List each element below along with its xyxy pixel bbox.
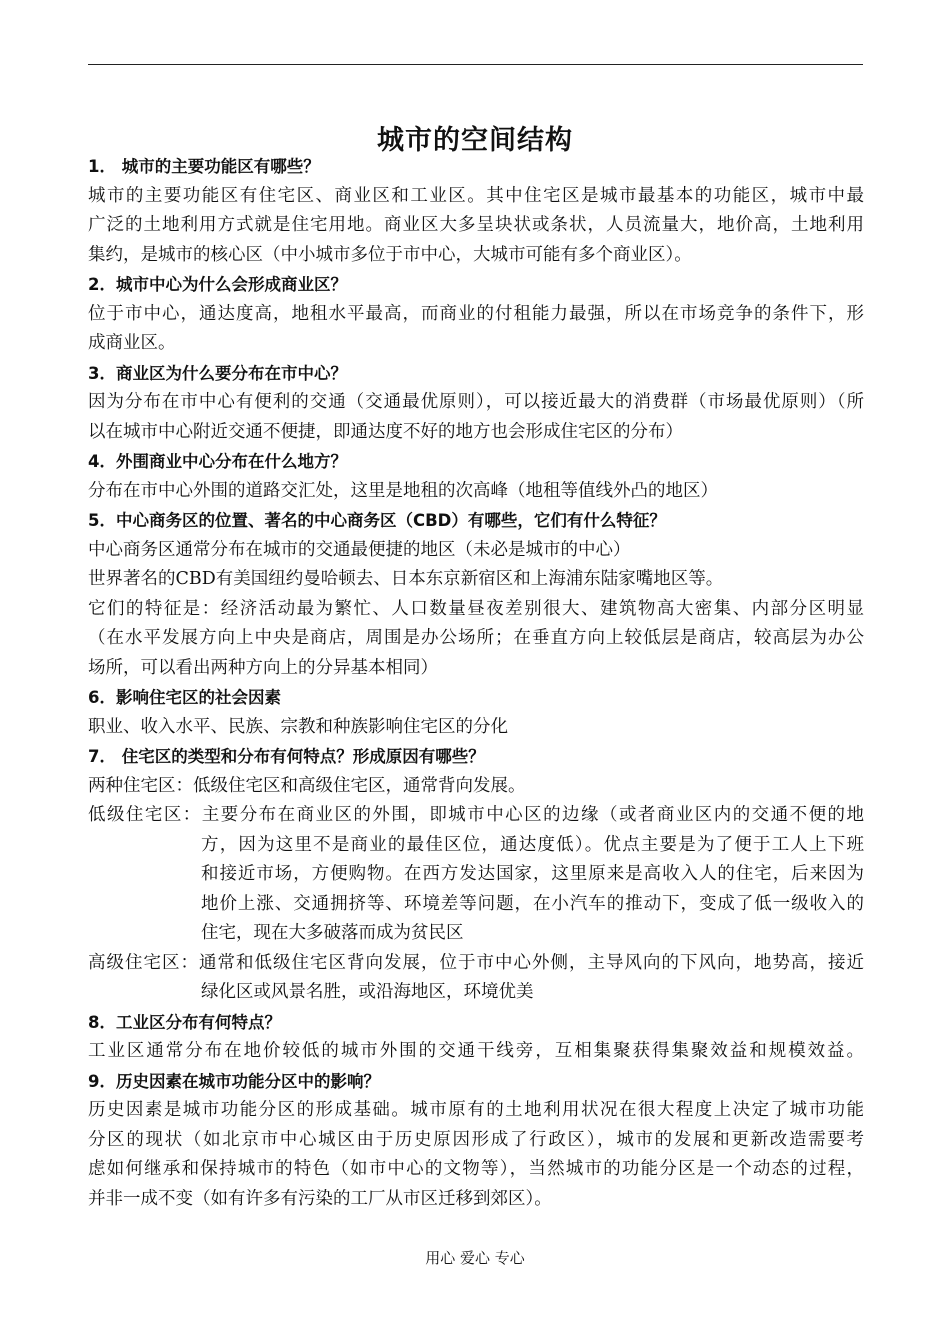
paragraph-line: 成商业区。 <box>88 333 176 353</box>
paragraph-line: 因为分布在市中心有便利的交通（交通最优原则），可以接近最大的消费群（市场最优原则）（所 <box>88 392 864 412</box>
paragraph-line: 并非一成不变（如有许多有污染的工厂从市区迁移到郊区）。 <box>88 1188 552 1209</box>
paragraph-line: 高级住宅区：通常和低级住宅区背向发展，位于市中心外侧，主导风向的下风向，地势高，接近 <box>88 952 864 973</box>
question-heading: 2．城市中心为什么会形成商业区？ <box>88 275 347 294</box>
page-footer: 用心 爱心 专心 <box>425 1249 525 1267</box>
question-heading: 9．历史因素在城市功能分区中的影响？ <box>88 1071 380 1091</box>
question-heading: 4．外围商业中心分布在什么地方？ <box>88 452 347 471</box>
paragraph-line: 历史因素是城市功能分区的形成基础。城市原有的土地利用状况在很大程度上决定了城市功能 <box>88 1100 864 1120</box>
question-heading: 5．中心商务区的位置、著名的中心商务区（CBD）有哪些，它们有什么特征？ <box>88 511 666 530</box>
paragraph-line: 广泛的土地利用方式就是住宅用地。商业区大多呈块状或条状，人员流量大，地价高，土地利用 <box>88 215 864 235</box>
question-heading: 7． 住宅区的类型和分布有何特点？形成原因有哪些？ <box>88 747 485 766</box>
paragraph-line: 城市的主要功能区有住宅区、商业区和工业区。其中住宅区是城市最基本的功能区，城市中最 <box>88 185 864 206</box>
page-title: 城市的空间结构 <box>377 125 573 156</box>
paragraph-line: 分区的现状（如北京市中心城区由于历史原因形成了行政区），城市的发展和更新改造需要考 <box>88 1129 864 1150</box>
paragraph-line: （在水平发展方向上中央是商店，周围是办公场所；在垂直方向上较低层是商店，较高层为办公 <box>88 628 864 648</box>
question-heading: 8．工业区分布有何特点？ <box>88 1012 281 1032</box>
paragraph-line: 职业、收入水平、民族、宗教和种族影响住宅区的分化 <box>88 716 508 737</box>
paragraph-line: 和接近市场，方便购物。在西方发达国家，这里原来是高收入人的住宅，后来因为 <box>201 864 864 884</box>
paragraph-line: 中心商务区通常分布在城市的交通最便捷的地区（未必是城市的中心） <box>88 539 631 560</box>
paragraph-line: 两种住宅区：低级住宅区和高级住宅区，通常背向发展。 <box>88 775 526 796</box>
paragraph-line: 分布在市中心外围的道路交汇处，这里是地租的次高峰（地租等值线外凸的地区） <box>88 480 718 501</box>
header-rule <box>88 64 863 65</box>
question-heading: 1． 城市的主要功能区有哪些？ <box>88 157 320 176</box>
paragraph-line: 位于市中心，通达度高，地租水平最高，而商业的付租能力最强，所以在市场竞争的条件下，形 <box>88 303 864 324</box>
paragraph-line: 绿化区或风景名胜，或沿海地区，环境优美 <box>201 982 534 1002</box>
paragraph-line: 虑如何继承和保持城市的特色（如市中心的文物等），当然城市的功能分区是一个动态的过程， <box>88 1159 864 1179</box>
paragraph-line: 低级住宅区：主要分布在商业区的外围，即城市中心区的边缘（或者商业区内的交通不便的地 <box>88 805 864 825</box>
paragraph-line: 工业区通常分布在地价较低的城市外围的交通干线旁，互相集聚获得集聚效益和规模效益。 <box>88 1041 864 1061</box>
document-body <box>88 152 864 1214</box>
paragraph-line: 住宅，现在大多破落而成为贫民区 <box>201 923 464 943</box>
question-heading: 3．商业区为什么要分布在市中心？ <box>88 363 347 383</box>
paragraph-line: 世界著名的CBD有美国纽约曼哈顿去、日本东京新宿区和上海浦东陆家嘴地区等。 <box>88 569 724 589</box>
paragraph-line: 场所，可以看出两种方向上的分异基本相同） <box>88 657 438 678</box>
paragraph-line: 集约，是城市的核心区（中小城市多位于市中心，大城市可能有多个商业区）。 <box>88 244 692 265</box>
paragraph-line: 它们的特征是：经济活动最为繁忙、人口数量昼夜差别很大、建筑物高大密集、内部分区明显 <box>88 598 864 619</box>
question-heading: 6．影响住宅区的社会因素 <box>88 688 281 707</box>
paragraph-line: 以在城市中心附近交通不便捷，即通达度不好的地方也会形成住宅区的分布） <box>88 421 683 442</box>
paragraph-line: 方，因为这里不是商业的最佳区位，通达度低）。优点主要是为了便于工人上下班 <box>201 834 864 855</box>
paragraph-line: 地价上涨、交通拥挤等、环境差等问题，在小汽车的推动下，变成了低一级收入的 <box>201 893 864 914</box>
